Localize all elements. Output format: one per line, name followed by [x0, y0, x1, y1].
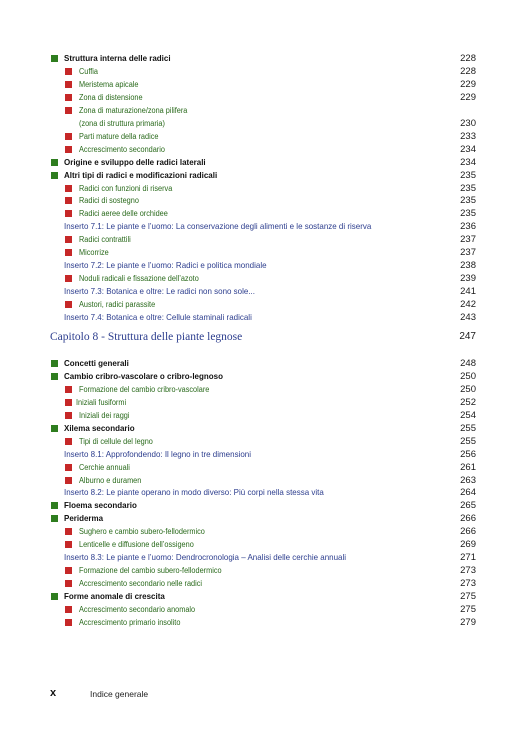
red-square-bullet-icon	[65, 541, 72, 548]
toc-entry[interactable]	[0, 298, 527, 311]
toc-entry[interactable]	[0, 52, 527, 65]
toc-entry[interactable]	[0, 246, 527, 259]
red-square-bullet-icon	[65, 94, 72, 101]
toc-entry[interactable]	[0, 383, 527, 396]
red-square-bullet-icon	[65, 210, 72, 217]
toc-entry-title: Sughero e cambio subero-fellodermico	[79, 527, 205, 537]
toc-entry-title: Periderma	[64, 513, 104, 524]
toc-entry-title: Inserto 8.1: Approfondendo: Il legno in tre dimensioni	[64, 448, 252, 459]
toc-entry-page: 271	[460, 552, 476, 564]
toc-entry-title: Origine e sviluppo delle radici laterali	[64, 156, 206, 167]
toc-entry-page: 266	[460, 526, 476, 538]
toc-entry[interactable]	[0, 169, 527, 182]
green-square-bullet-icon	[51, 515, 58, 522]
toc-entry-page: 228	[460, 65, 476, 77]
toc-entry-page: 229	[460, 78, 476, 90]
toc-entry[interactable]	[0, 474, 527, 487]
toc-entry-title: Tipi di cellule del legno	[79, 436, 153, 446]
toc-entry-page: 252	[460, 396, 476, 408]
toc-entry-page: 256	[460, 448, 476, 460]
toc-entry-title: Alburno e duramen	[79, 475, 142, 485]
red-square-bullet-icon	[65, 580, 72, 587]
toc-entry-title: Inserto 7.4: Botanica e oltre: Cellule staminali radicali	[64, 312, 252, 322]
toc-entry[interactable]	[0, 182, 527, 195]
green-square-bullet-icon	[51, 373, 58, 380]
toc-entry-title: Zona di distensione	[79, 92, 143, 102]
toc-entry[interactable]	[0, 104, 527, 117]
green-square-bullet-icon	[51, 159, 58, 166]
toc-entry[interactable]	[0, 65, 527, 78]
toc-entry[interactable]	[0, 259, 527, 272]
green-square-bullet-icon	[51, 425, 58, 432]
toc-entry-page: 255	[460, 422, 476, 434]
toc-entry-title: Inserto 7.2: Le piante e l’uomo: Radici e politica mondiale	[64, 260, 267, 271]
toc-entry-title: Accrescimento primario insolito	[79, 617, 181, 627]
toc-entry[interactable]	[0, 551, 527, 564]
red-square-bullet-icon	[65, 81, 72, 88]
toc-entry[interactable]	[0, 357, 527, 370]
toc-entry[interactable]	[0, 130, 527, 143]
toc-entry[interactable]	[0, 207, 527, 220]
toc-entry-page: 235	[460, 208, 476, 220]
toc-entry[interactable]	[0, 194, 527, 207]
toc-entry-page: 235	[460, 195, 476, 207]
toc-entry-page: 234	[460, 143, 476, 155]
red-square-bullet-icon	[65, 567, 72, 574]
red-square-bullet-icon	[65, 197, 72, 204]
toc-entry[interactable]	[0, 461, 527, 474]
toc-entry[interactable]	[0, 603, 527, 616]
toc-entry-page: 234	[460, 156, 476, 168]
toc-entry[interactable]	[0, 143, 527, 156]
toc-entry-title: Forme anomale di crescita	[64, 591, 165, 602]
red-square-bullet-icon	[65, 275, 72, 282]
toc-entry[interactable]	[0, 311, 527, 324]
red-square-bullet-icon	[65, 236, 72, 243]
toc-entry[interactable]	[0, 272, 527, 285]
red-square-bullet-icon	[65, 107, 72, 114]
toc-entry-page: 275	[460, 591, 476, 603]
toc-entry[interactable]	[0, 220, 527, 233]
toc-entry-page: 273	[460, 565, 476, 577]
toc-entry-page: 229	[460, 91, 476, 103]
toc-entry-page: 237	[460, 247, 476, 259]
toc-entry-page: 239	[460, 273, 476, 285]
green-square-bullet-icon	[51, 593, 58, 600]
toc-entry[interactable]	[0, 409, 527, 422]
toc-entry-title: Inserto 7.3: Botanica e oltre: Le radici non sono sole...	[64, 286, 255, 297]
toc-entry-title: Inserto 7.1: Le piante e l’uomo: La conservazione degli alimenti e le sostanze di riserva	[64, 221, 372, 232]
green-square-bullet-icon	[51, 502, 58, 509]
footer-page-number: x	[50, 687, 57, 699]
toc-entry-title: Zona di maturazione/zona pilifera	[79, 105, 188, 115]
red-square-bullet-icon	[65, 68, 72, 75]
toc-entry-page: 248	[460, 357, 476, 369]
toc-entry-title: Inserto 8.3: Le piante e l’uomo: Dendrocronologia – Analisi delle cerchie annuali	[64, 552, 347, 563]
toc-entry-title: Accrescimento secondario	[79, 144, 165, 154]
red-square-bullet-icon	[65, 528, 72, 535]
toc-entry-page: 242	[460, 299, 476, 311]
toc-entry-page: 247	[459, 330, 476, 342]
toc-entry[interactable]	[0, 564, 527, 577]
toc-entry[interactable]	[0, 577, 527, 590]
toc-entry-title: Cambio cribro-vascolare o cribro-legnoso	[64, 370, 223, 381]
toc-entry[interactable]	[0, 512, 527, 525]
red-square-bullet-icon	[65, 185, 72, 192]
toc-entry-page: 255	[460, 435, 476, 447]
toc-entry-title: Struttura interna delle radici	[64, 53, 171, 63]
toc-entry[interactable]	[0, 486, 527, 499]
toc-entry-page: 279	[460, 616, 476, 628]
toc-entry[interactable]	[0, 499, 527, 512]
toc-entry-title: Cuffia	[79, 66, 99, 76]
toc-entry-page: 269	[460, 539, 476, 551]
toc-entry-title: Iniziali dei raggi	[79, 410, 130, 420]
toc-entry-title: Cerchie annuali	[79, 462, 130, 472]
green-square-bullet-icon	[51, 55, 58, 62]
toc-entry-title: Lenticelle e diffusione dell’ossigeno	[79, 540, 194, 550]
toc-entry-page: 261	[460, 461, 476, 473]
toc-entry-page: 233	[460, 130, 476, 142]
toc-entry-page: 241	[460, 286, 476, 298]
toc-entry-title: Xilema secondario	[64, 422, 135, 433]
toc-entry[interactable]	[0, 233, 527, 246]
toc-entry-title: Parti mature della radice	[79, 131, 159, 141]
toc-entry[interactable]	[0, 616, 527, 629]
red-square-bullet-icon	[65, 386, 72, 393]
toc-entry-title: Noduli radicali e fissazione dell’azoto	[79, 274, 199, 284]
toc-entry[interactable]	[0, 538, 527, 551]
toc-entry-page: 273	[460, 578, 476, 590]
red-square-bullet-icon	[65, 606, 72, 613]
toc-entry-title: Accrescimento secondario anomalo	[79, 605, 196, 614]
toc-entry-title: Austori, radici parassite	[79, 300, 156, 310]
red-square-bullet-icon	[65, 301, 72, 308]
toc-entry[interactable]	[0, 156, 527, 169]
toc-entry-title: Capitolo 8 - Struttura delle piante legnose	[50, 330, 243, 343]
toc-entry-page: 238	[460, 260, 476, 272]
green-square-bullet-icon	[51, 172, 58, 179]
toc-entry-title: Radici contrattili	[79, 235, 131, 245]
red-square-bullet-icon	[65, 464, 72, 471]
toc-entry-page: 250	[460, 383, 476, 395]
toc-entry-title: (zona di struttura primaria)	[79, 118, 165, 128]
footer-label: Indice generale	[90, 689, 149, 699]
toc-entry-page: 275	[460, 604, 476, 615]
red-square-bullet-icon	[65, 477, 72, 484]
toc-entry[interactable]	[0, 590, 527, 603]
toc-entry[interactable]	[0, 91, 527, 104]
red-square-bullet-icon	[65, 412, 72, 419]
toc-entry-title: Radici di sostegno	[79, 196, 139, 206]
toc-entry-page: 254	[460, 409, 476, 421]
green-square-bullet-icon	[51, 360, 58, 367]
toc-entry-title: Radici con funzioni di riserva	[79, 183, 173, 193]
red-square-bullet-icon	[65, 399, 72, 406]
toc-entry[interactable]	[0, 396, 527, 409]
toc-entry-page: 250	[460, 370, 476, 382]
toc-entry-title: Accrescimento secondario nelle radici	[79, 579, 203, 589]
red-square-bullet-icon	[65, 619, 72, 626]
toc-entry-page: 236	[460, 221, 476, 233]
toc-entry-title: Floema secondario	[64, 500, 137, 511]
toc-entry-title: Iniziali fusiformi	[76, 397, 127, 407]
toc-entry-page: 230	[460, 117, 476, 129]
toc-entry[interactable]	[0, 525, 527, 538]
toc-entry[interactable]	[0, 435, 527, 448]
toc-entry-page: 243	[460, 312, 476, 323]
toc-entry[interactable]	[0, 422, 527, 435]
toc-entry[interactable]	[0, 370, 527, 383]
toc-entry-title: Formazione del cambio cribro-vascolare	[79, 384, 210, 394]
toc-entry-title: Radici aeree delle orchidee	[79, 209, 168, 219]
toc-entry[interactable]	[0, 78, 527, 91]
red-square-bullet-icon	[65, 438, 72, 445]
toc-entry-page: 263	[460, 474, 476, 486]
red-square-bullet-icon	[65, 133, 72, 140]
chapter-heading[interactable]	[0, 330, 527, 343]
toc-entry-page: 237	[460, 234, 476, 246]
toc-entry-page: 235	[460, 169, 476, 181]
toc-entry[interactable]	[0, 448, 527, 461]
toc-entry-title: Altri tipi di radici e modificazioni radicali	[64, 169, 218, 180]
toc-entry[interactable]	[0, 285, 527, 298]
toc-entry-page: 265	[460, 500, 476, 512]
red-square-bullet-icon	[65, 249, 72, 256]
toc-entry-title: Inserto 8.2: Le piante operano in modo diverso: Più corpi nella stessa vita	[64, 487, 324, 498]
toc-entry-page: 264	[460, 487, 476, 499]
toc-entry-page: 228	[460, 53, 476, 64]
toc-entry[interactable]	[0, 117, 527, 130]
toc-entry-page: 235	[460, 182, 476, 194]
toc-entry-title: Formazione del cambio subero-fellodermico	[79, 566, 222, 576]
toc-entry-title: Concetti generali	[64, 357, 129, 368]
toc-entry-page: 266	[460, 513, 476, 525]
toc-entry-title: Meristema apicale	[79, 79, 139, 89]
red-square-bullet-icon	[65, 146, 72, 153]
toc-entry-title: Micorrize	[79, 248, 109, 258]
